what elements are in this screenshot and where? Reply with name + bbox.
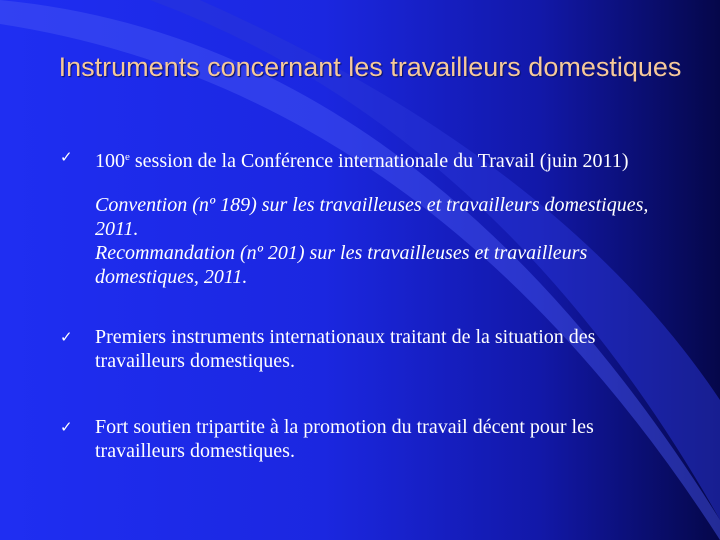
bullet-item-session	[60, 145, 680, 173]
session-number: 100	[95, 150, 125, 172]
bullet-text: Fort soutien tripartite à la promotion du travail décent pour les travailleurs domestiques.	[95, 416, 594, 462]
bullet-text: Premiers instruments internationaux traitant de la situation des travailleurs domestiques.	[95, 326, 596, 372]
checkmark-icon: ✓	[60, 148, 73, 166]
session-text: session de la Conférence internationale du Travail (juin 2011)	[129, 150, 629, 172]
checkmark-icon: ✓	[60, 418, 73, 436]
slide-title: Instruments concernant les travailleurs domestiques	[58, 52, 682, 82]
recommendation-text: Recommandation (nº 201) sur les travailleuses et travailleurs domestiques, 2011.	[95, 242, 588, 288]
session-superscript: e	[125, 151, 130, 163]
convention-text: Convention (nº 189) sur les travailleuses et travailleurs domestiques, 2011.	[95, 194, 649, 240]
slide-body	[60, 145, 680, 463]
checkmark-icon: ✓	[60, 328, 73, 346]
bullet-item-first-instruments	[60, 325, 680, 373]
bullet-item-tripartite	[60, 415, 680, 463]
